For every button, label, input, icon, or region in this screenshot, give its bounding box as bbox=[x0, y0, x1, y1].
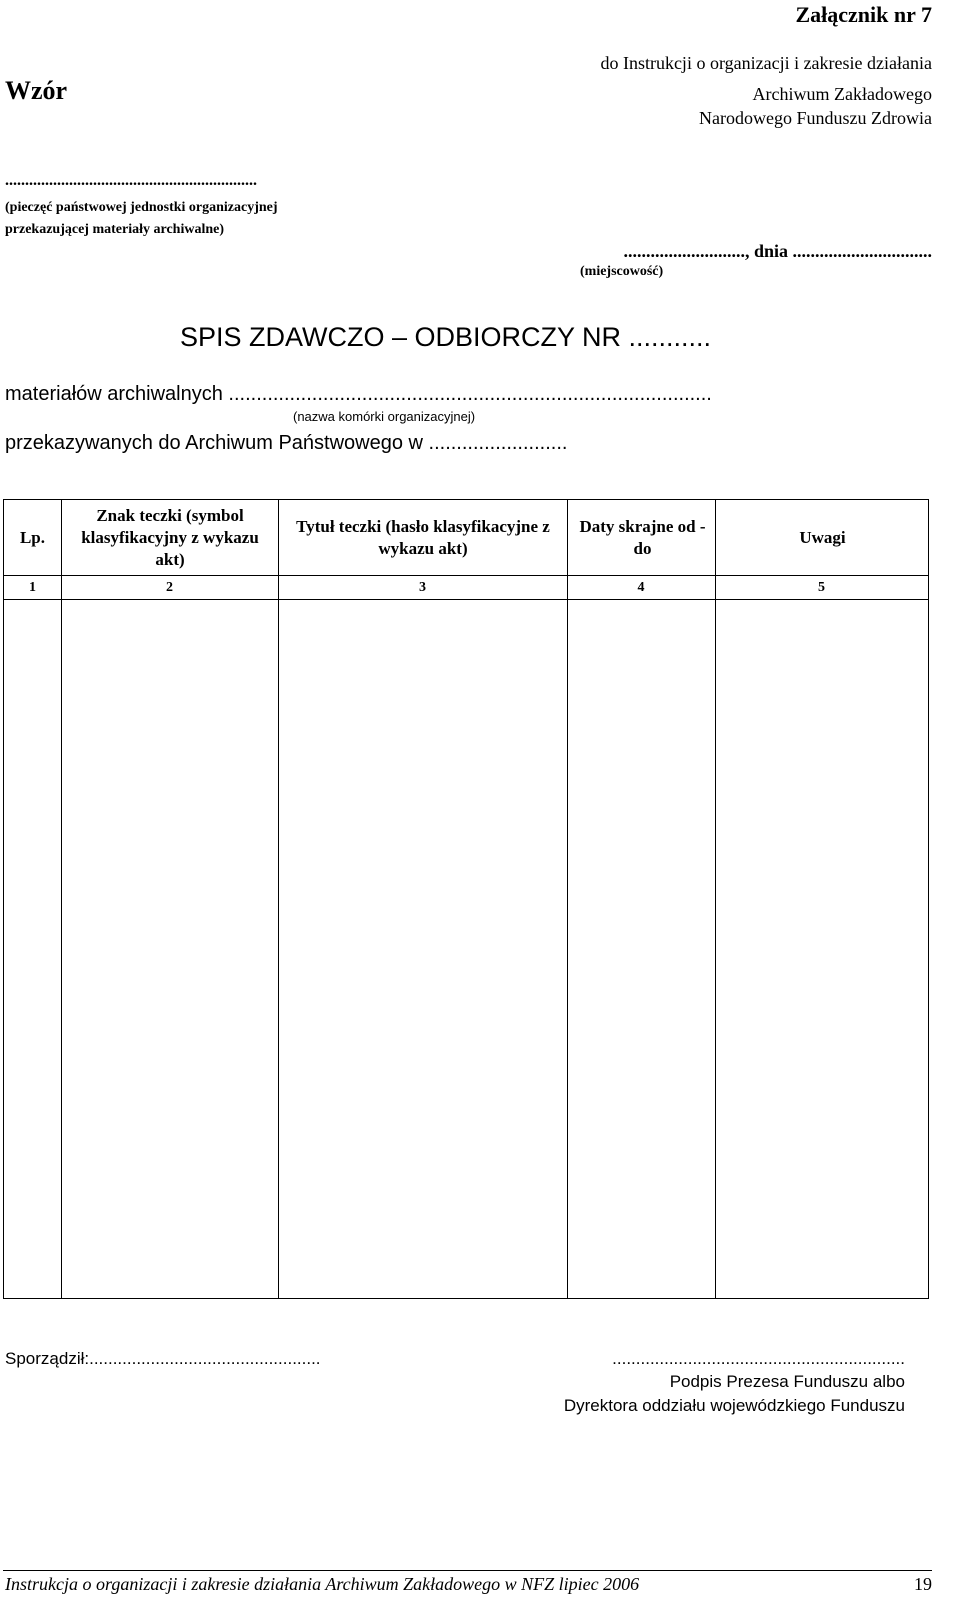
header-cell-lp: Lp. bbox=[19, 527, 46, 547]
place-caption: (miejscowość) bbox=[580, 264, 664, 279]
page-number: 19 bbox=[914, 1574, 932, 1594]
column-number: 1 bbox=[29, 579, 36, 595]
stamp-caption-line-2: przekazującej materiały archiwalne) bbox=[5, 222, 225, 237]
prepared-by-line: Sporządził:................................................. bbox=[5, 1349, 321, 1368]
column-divider bbox=[61, 500, 62, 1298]
footer-text: Instrukcja o organizacji i zakresie działania Archiwum Zakładowego w NFZ lipiec 2006 bbox=[5, 1574, 640, 1594]
column-number: 2 bbox=[166, 579, 173, 595]
unit-caption: (nazwa komórki organizacyjnej) bbox=[293, 409, 476, 424]
signature-dots: .............................................................. bbox=[612, 1349, 905, 1368]
header-cell-notes: Uwagi bbox=[799, 527, 846, 547]
column-divider bbox=[278, 500, 279, 1298]
transferred-line: przekazywanych do Archiwum Państwowego w ......................... bbox=[5, 432, 568, 454]
column-divider bbox=[715, 500, 716, 1298]
header-cell-sign: Znak teczki (symbol klasyfikacyjny z wykazu akt) bbox=[81, 505, 259, 569]
instruction-line-2: Archiwum Zakładowego bbox=[752, 84, 932, 104]
signature-caption-line-2: Dyrektora oddziału wojewódzkiego Funduszu bbox=[563, 1396, 905, 1415]
header-cell-dates: Daty skrajne od - do bbox=[579, 516, 706, 558]
form-label: Wzór bbox=[5, 76, 68, 105]
signature-caption-line-1: Podpis Prezesa Funduszu albo bbox=[669, 1372, 905, 1391]
stamp-dots: ............................................................... bbox=[5, 172, 257, 189]
instruction-line-3: Narodowego Funduszu Zdrowia bbox=[699, 108, 932, 128]
column-number: 3 bbox=[419, 579, 426, 595]
document-title: SPIS ZDAWCZO – ODBIORCZY NR ........... bbox=[180, 322, 712, 352]
list-table bbox=[3, 499, 929, 1299]
footer-rule bbox=[3, 1570, 932, 1571]
header-cell-title: Tytuł teczki (hasło klasyfikacyjne z wykazu akt) bbox=[296, 516, 550, 558]
place-date-line: ..........................., dnia ............................... bbox=[623, 241, 932, 261]
annex-title: Załącznik nr 7 bbox=[795, 2, 932, 27]
stamp-caption-line-1: (pieczęć państwowej jednostki organizacyjnej bbox=[5, 200, 278, 215]
column-divider bbox=[567, 500, 568, 1298]
materials-line: materiałów archiwalnych ....................................................................................... bbox=[5, 383, 712, 405]
column-number: 4 bbox=[637, 579, 645, 595]
column-number: 5 bbox=[818, 579, 825, 595]
instruction-line-1: do Instrukcji o organizacji i zakresie działania bbox=[600, 53, 932, 73]
